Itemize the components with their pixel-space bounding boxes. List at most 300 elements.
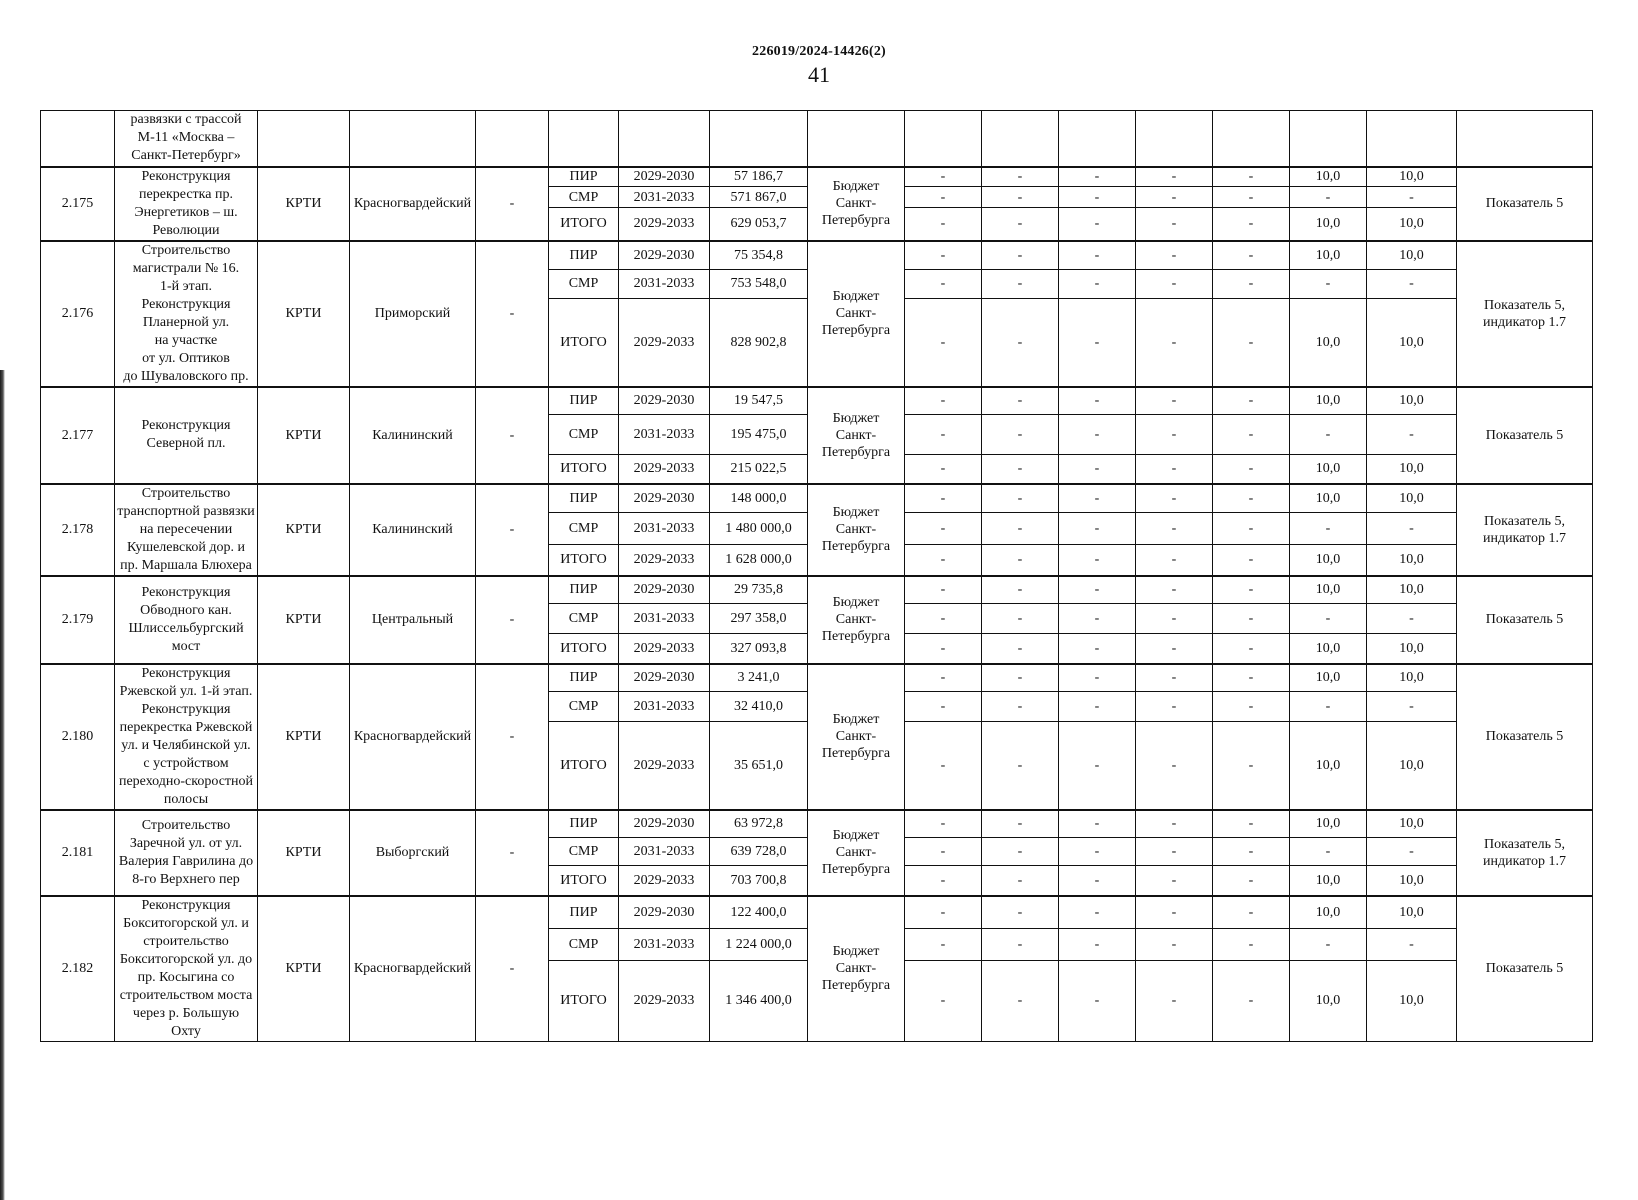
value-cell: - — [1136, 167, 1213, 187]
project-id: 2.178 — [41, 484, 115, 576]
period: 2029-2033 — [619, 961, 710, 1041]
value-cell: - — [1059, 604, 1136, 634]
value-cell: 10,0 — [1367, 722, 1457, 810]
period: 2029-2030 — [619, 241, 710, 270]
amount: 195 475,0 — [710, 415, 808, 455]
value-cell: - — [1059, 298, 1136, 386]
value-cell: - — [1059, 513, 1136, 544]
table-row — [41, 241, 1593, 270]
project-extra: - — [476, 387, 549, 484]
cell-empty — [1457, 111, 1593, 167]
project-district: Красногвардейский — [350, 167, 476, 241]
value-cell: - — [1290, 415, 1367, 455]
value-cell: - — [905, 415, 982, 455]
project-customer: КРТИ — [258, 664, 350, 810]
value-cell: - — [1367, 928, 1457, 961]
value-cell: 10,0 — [1367, 664, 1457, 692]
value-cell: - — [1213, 664, 1290, 692]
value-cell: - — [1136, 207, 1213, 240]
period: 2029-2030 — [619, 810, 710, 838]
period: 2029-2033 — [619, 298, 710, 386]
value-cell: - — [905, 269, 982, 298]
project-district: Приморский — [350, 241, 476, 387]
document-number: 226019/2024-14426(2) — [752, 44, 886, 59]
value-cell: - — [1136, 838, 1213, 866]
period: 2029-2033 — [619, 722, 710, 810]
amount: 571 867,0 — [710, 187, 808, 207]
stage-label: ПИР — [549, 167, 619, 187]
period: 2029-2030 — [619, 167, 710, 187]
value-cell: - — [982, 810, 1059, 838]
project-id: 2.175 — [41, 167, 115, 241]
amount: 29 735,8 — [710, 576, 808, 604]
amount: 1 480 000,0 — [710, 513, 808, 544]
stage-label: ПИР — [549, 896, 619, 929]
period: 2031-2033 — [619, 692, 710, 722]
cell-empty — [549, 111, 619, 167]
amount: 629 053,7 — [710, 207, 808, 240]
value-cell: - — [1213, 810, 1290, 838]
table-row — [41, 896, 1593, 929]
funding-source: Бюджет Санкт- Петербурга — [808, 387, 905, 484]
value-cell: - — [1136, 576, 1213, 604]
value-cell: - — [905, 604, 982, 634]
project-customer: КРТИ — [258, 810, 350, 896]
value-cell: 10,0 — [1290, 866, 1367, 896]
value-cell: - — [1136, 455, 1213, 484]
project-id: 2.181 — [41, 810, 115, 896]
value-cell: - — [982, 241, 1059, 270]
stage-label: ИТОГО — [549, 961, 619, 1041]
value-cell: - — [905, 207, 982, 240]
value-cell: - — [1136, 298, 1213, 386]
value-cell: - — [1290, 838, 1367, 866]
value-cell: - — [1059, 664, 1136, 692]
project-extra: - — [476, 167, 549, 241]
value-cell: - — [982, 866, 1059, 896]
value-cell: - — [1213, 604, 1290, 634]
period: 2031-2033 — [619, 604, 710, 634]
value-cell: - — [1059, 634, 1136, 664]
value-cell: - — [905, 634, 982, 664]
stage-label: СМР — [549, 187, 619, 207]
value-cell: 10,0 — [1367, 576, 1457, 604]
value-cell: - — [1213, 298, 1290, 386]
cell-empty — [808, 111, 905, 167]
amount: 3 241,0 — [710, 664, 808, 692]
value-cell: 10,0 — [1367, 298, 1457, 386]
value-cell: - — [905, 187, 982, 207]
project-id: 2.179 — [41, 576, 115, 664]
stage-label: ИТОГО — [549, 544, 619, 575]
period: 2029-2030 — [619, 896, 710, 929]
amount: 1 224 000,0 — [710, 928, 808, 961]
value-cell: - — [1136, 634, 1213, 664]
value-cell: - — [1290, 604, 1367, 634]
project-name: Реконструкция Северной пл. — [115, 387, 258, 484]
value-cell: - — [1213, 387, 1290, 415]
value-cell: - — [1059, 866, 1136, 896]
value-cell: - — [1059, 484, 1136, 513]
amount: 32 410,0 — [710, 692, 808, 722]
project-name: развязки с трассой М-11 «Москва – Санкт-Петербург» — [115, 111, 258, 167]
period: 2029-2033 — [619, 866, 710, 896]
value-cell: - — [1136, 241, 1213, 270]
value-cell: - — [1136, 269, 1213, 298]
amount: 703 700,8 — [710, 866, 808, 896]
funding-source: Бюджет Санкт- Петербурга — [808, 664, 905, 810]
project-district: Красногвардейский — [350, 896, 476, 1042]
stage-label: ПИР — [549, 576, 619, 604]
value-cell: - — [1213, 961, 1290, 1041]
value-cell: - — [1367, 838, 1457, 866]
value-cell: 10,0 — [1367, 167, 1457, 187]
indicator-note: Показатель 5 — [1457, 664, 1593, 810]
value-cell: - — [1059, 187, 1136, 207]
indicator-note: Показатель 5, индикатор 1.7 — [1457, 241, 1593, 387]
value-cell: - — [1367, 415, 1457, 455]
cell-empty — [1213, 111, 1290, 167]
stage-label: СМР — [549, 269, 619, 298]
value-cell: - — [982, 634, 1059, 664]
value-cell: - — [1213, 187, 1290, 207]
stage-label: ИТОГО — [549, 866, 619, 896]
value-cell: - — [982, 961, 1059, 1041]
value-cell: - — [982, 838, 1059, 866]
project-name: Реконструкция перекрестка пр. Энергетиков – ш. Революции — [115, 167, 258, 241]
amount: 19 547,5 — [710, 387, 808, 415]
project-extra: - — [476, 810, 549, 896]
amount: 1 346 400,0 — [710, 961, 808, 1041]
value-cell: - — [905, 866, 982, 896]
value-cell: - — [1136, 692, 1213, 722]
cell-empty — [1059, 111, 1136, 167]
value-cell: - — [1213, 455, 1290, 484]
value-cell: - — [982, 896, 1059, 929]
value-cell: 10,0 — [1290, 576, 1367, 604]
value-cell: 10,0 — [1290, 298, 1367, 386]
value-cell: - — [982, 387, 1059, 415]
period: 2029-2030 — [619, 387, 710, 415]
value-cell: - — [1213, 167, 1290, 187]
table-row — [41, 484, 1593, 513]
value-cell: 10,0 — [1290, 810, 1367, 838]
value-cell: - — [1059, 896, 1136, 929]
value-cell: - — [1290, 692, 1367, 722]
value-cell: - — [1213, 513, 1290, 544]
stage-label: ИТОГО — [549, 455, 619, 484]
funding-source: Бюджет Санкт- Петербурга — [808, 241, 905, 387]
value-cell: 10,0 — [1290, 207, 1367, 240]
project-customer: КРТИ — [258, 387, 350, 484]
table-row — [41, 810, 1593, 838]
table-row — [41, 576, 1593, 604]
amount: 327 093,8 — [710, 634, 808, 664]
value-cell: - — [982, 187, 1059, 207]
project-district: Выборгский — [350, 810, 476, 896]
indicator-note: Показатель 5 — [1457, 387, 1593, 484]
amount: 63 972,8 — [710, 810, 808, 838]
period: 2029-2030 — [619, 664, 710, 692]
amount: 35 651,0 — [710, 722, 808, 810]
value-cell: - — [905, 896, 982, 929]
value-cell: - — [905, 484, 982, 513]
stage-label: СМР — [549, 604, 619, 634]
value-cell: - — [1059, 838, 1136, 866]
value-cell: - — [1213, 692, 1290, 722]
value-cell: - — [1367, 604, 1457, 634]
value-cell: 10,0 — [1367, 387, 1457, 415]
value-cell: - — [905, 387, 982, 415]
cell-empty — [258, 111, 350, 167]
project-extra: - — [476, 241, 549, 387]
value-cell: 10,0 — [1290, 387, 1367, 415]
period: 2031-2033 — [619, 928, 710, 961]
indicator-note: Показатель 5, индикатор 1.7 — [1457, 810, 1593, 896]
value-cell: - — [905, 241, 982, 270]
value-cell: - — [1059, 692, 1136, 722]
value-cell: - — [905, 928, 982, 961]
value-cell: - — [982, 928, 1059, 961]
value-cell: - — [1213, 838, 1290, 866]
indicator-note: Показатель 5, индикатор 1.7 — [1457, 484, 1593, 576]
project-customer: КРТИ — [258, 167, 350, 241]
value-cell: - — [1059, 207, 1136, 240]
project-extra: - — [476, 664, 549, 810]
value-cell: - — [1136, 810, 1213, 838]
cell-empty — [710, 111, 808, 167]
value-cell: - — [1136, 928, 1213, 961]
value-cell: - — [1136, 866, 1213, 896]
value-cell: - — [982, 664, 1059, 692]
value-cell: - — [905, 722, 982, 810]
value-cell: - — [1213, 576, 1290, 604]
value-cell: - — [1059, 415, 1136, 455]
project-customer: КРТИ — [258, 576, 350, 664]
stage-label: ПИР — [549, 241, 619, 270]
value-cell: - — [982, 722, 1059, 810]
value-cell: - — [1213, 866, 1290, 896]
stage-label: СМР — [549, 928, 619, 961]
funding-source: Бюджет Санкт- Петербурга — [808, 484, 905, 576]
cell-empty — [476, 111, 549, 167]
value-cell: - — [982, 207, 1059, 240]
amount: 753 548,0 — [710, 269, 808, 298]
period: 2029-2033 — [619, 207, 710, 240]
indicator-note: Показатель 5 — [1457, 167, 1593, 241]
stage-label: ПИР — [549, 387, 619, 415]
funding-source: Бюджет Санкт- Петербурга — [808, 896, 905, 1042]
amount: 148 000,0 — [710, 484, 808, 513]
value-cell: - — [1213, 415, 1290, 455]
project-district: Калининский — [350, 387, 476, 484]
value-cell: - — [1136, 722, 1213, 810]
period: 2031-2033 — [619, 838, 710, 866]
stage-label: ПИР — [549, 664, 619, 692]
value-cell: - — [1059, 961, 1136, 1041]
value-cell: - — [905, 692, 982, 722]
value-cell: - — [905, 513, 982, 544]
value-cell: - — [1367, 187, 1457, 207]
value-cell: 10,0 — [1290, 961, 1367, 1041]
value-cell: - — [1213, 634, 1290, 664]
value-cell: - — [1136, 387, 1213, 415]
indicator-note: Показатель 5 — [1457, 896, 1593, 1042]
value-cell: - — [982, 544, 1059, 575]
project-name: Строительство магистрали № 16. 1-й этап. Реконструкция Планерной ул. на участке от ул. Оптиков до Шуваловского пр. — [115, 241, 258, 387]
period: 2031-2033 — [619, 269, 710, 298]
value-cell: - — [1136, 187, 1213, 207]
project-customer: КРТИ — [258, 484, 350, 576]
project-id: 2.176 — [41, 241, 115, 387]
value-cell: - — [1059, 722, 1136, 810]
stage-label: ИТОГО — [549, 207, 619, 240]
period: 2029-2033 — [619, 634, 710, 664]
value-cell: - — [905, 167, 982, 187]
value-cell: 10,0 — [1290, 455, 1367, 484]
stage-label: ПИР — [549, 484, 619, 513]
value-cell: - — [1136, 961, 1213, 1041]
value-cell: - — [1136, 604, 1213, 634]
value-cell: - — [905, 810, 982, 838]
value-cell: - — [1213, 484, 1290, 513]
value-cell: - — [1290, 269, 1367, 298]
project-extra: - — [476, 576, 549, 664]
table-row — [41, 664, 1593, 692]
value-cell: - — [905, 544, 982, 575]
amount: 215 022,5 — [710, 455, 808, 484]
project-id: 2.177 — [41, 387, 115, 484]
value-cell: 10,0 — [1290, 544, 1367, 575]
amount: 297 358,0 — [710, 604, 808, 634]
stage-label: СМР — [549, 415, 619, 455]
project-name: Реконструкция Обводного кан. Шлиссельбургский мост — [115, 576, 258, 664]
period: 2031-2033 — [619, 513, 710, 544]
amount: 122 400,0 — [710, 896, 808, 929]
value-cell: 10,0 — [1290, 634, 1367, 664]
project-extra: - — [476, 896, 549, 1042]
value-cell: - — [905, 838, 982, 866]
value-cell: 10,0 — [1290, 664, 1367, 692]
value-cell: - — [905, 298, 982, 386]
value-cell: - — [1136, 896, 1213, 929]
table-row — [41, 167, 1593, 187]
funding-source: Бюджет Санкт- Петербурга — [808, 576, 905, 664]
table-row — [41, 387, 1593, 415]
amount: 639 728,0 — [710, 838, 808, 866]
project-district: Красногвардейский — [350, 664, 476, 810]
value-cell: 10,0 — [1290, 722, 1367, 810]
amount: 828 902,8 — [710, 298, 808, 386]
project-name: Строительство Заречной ул. от ул. Валерия Гаврилина до 8-го Верхнего пер — [115, 810, 258, 896]
period: 2031-2033 — [619, 187, 710, 207]
value-cell: - — [1213, 207, 1290, 240]
value-cell: - — [1213, 269, 1290, 298]
value-cell: - — [905, 576, 982, 604]
stage-label: ИТОГО — [549, 298, 619, 386]
project-customer: КРТИ — [258, 896, 350, 1042]
value-cell: 10,0 — [1367, 634, 1457, 664]
value-cell: - — [982, 576, 1059, 604]
amount: 1 628 000,0 — [710, 544, 808, 575]
value-cell: 10,0 — [1290, 896, 1367, 929]
value-cell: - — [982, 415, 1059, 455]
project-extra: - — [476, 484, 549, 576]
projects-table — [40, 110, 1593, 1042]
value-cell: - — [982, 167, 1059, 187]
table-body — [41, 111, 1593, 1042]
project-name: Реконструкция Ржевской ул. 1-й этап. Реконструкция перекрестка Ржевской ул. и Челябинской ул. с устройством переходно-скоростной полосы — [115, 664, 258, 810]
value-cell: - — [1059, 241, 1136, 270]
value-cell: 10,0 — [1290, 241, 1367, 270]
value-cell: - — [1059, 928, 1136, 961]
cell-empty — [1136, 111, 1213, 167]
value-cell: - — [905, 961, 982, 1041]
funding-source: Бюджет Санкт- Петербурга — [808, 167, 905, 241]
stage-label: СМР — [549, 692, 619, 722]
scan-shadow — [0, 370, 5, 1200]
value-cell: - — [1367, 513, 1457, 544]
value-cell: - — [1136, 484, 1213, 513]
cell-empty — [982, 111, 1059, 167]
value-cell: - — [1367, 692, 1457, 722]
value-cell: - — [982, 455, 1059, 484]
value-cell: - — [1367, 269, 1457, 298]
cell-empty — [1367, 111, 1457, 167]
value-cell: - — [1136, 544, 1213, 575]
value-cell: 10,0 — [1367, 961, 1457, 1041]
stage-label: ИТОГО — [549, 722, 619, 810]
indicator-note: Показатель 5 — [1457, 576, 1593, 664]
period: 2029-2033 — [619, 544, 710, 575]
value-cell: - — [982, 298, 1059, 386]
value-cell: - — [1059, 387, 1136, 415]
project-district: Калининский — [350, 484, 476, 576]
stage-label: ПИР — [549, 810, 619, 838]
value-cell: - — [982, 604, 1059, 634]
value-cell: - — [1213, 928, 1290, 961]
value-cell: - — [982, 692, 1059, 722]
amount: 75 354,8 — [710, 241, 808, 270]
value-cell: - — [1059, 810, 1136, 838]
cell-empty — [905, 111, 982, 167]
period: 2029-2030 — [619, 484, 710, 513]
value-cell: - — [982, 484, 1059, 513]
value-cell: - — [982, 513, 1059, 544]
continuation-row — [41, 111, 1593, 167]
value-cell: - — [1136, 513, 1213, 544]
project-name: Строительство транспортной развязки на пересечении Кушелевской дор. и пр. Маршала Блюхера — [115, 484, 258, 576]
stage-label: СМР — [549, 513, 619, 544]
project-id: 2.180 — [41, 664, 115, 810]
amount: 57 186,7 — [710, 167, 808, 187]
period: 2031-2033 — [619, 415, 710, 455]
cell-id — [41, 111, 115, 167]
value-cell: - — [1290, 187, 1367, 207]
value-cell: 10,0 — [1367, 544, 1457, 575]
value-cell: - — [1213, 241, 1290, 270]
period: 2029-2030 — [619, 576, 710, 604]
value-cell: - — [905, 664, 982, 692]
project-customer: КРТИ — [258, 241, 350, 387]
value-cell: - — [1213, 896, 1290, 929]
value-cell: 10,0 — [1367, 484, 1457, 513]
funding-source: Бюджет Санкт- Петербурга — [808, 810, 905, 896]
value-cell: - — [1136, 664, 1213, 692]
project-name: Реконструкция Бокситогорской ул. и строительство Бокситогорской ул. до пр. Косыгина со строительством моста через р. Большую Охту — [115, 896, 258, 1042]
value-cell: 10,0 — [1367, 207, 1457, 240]
stage-label: ИТОГО — [549, 634, 619, 664]
